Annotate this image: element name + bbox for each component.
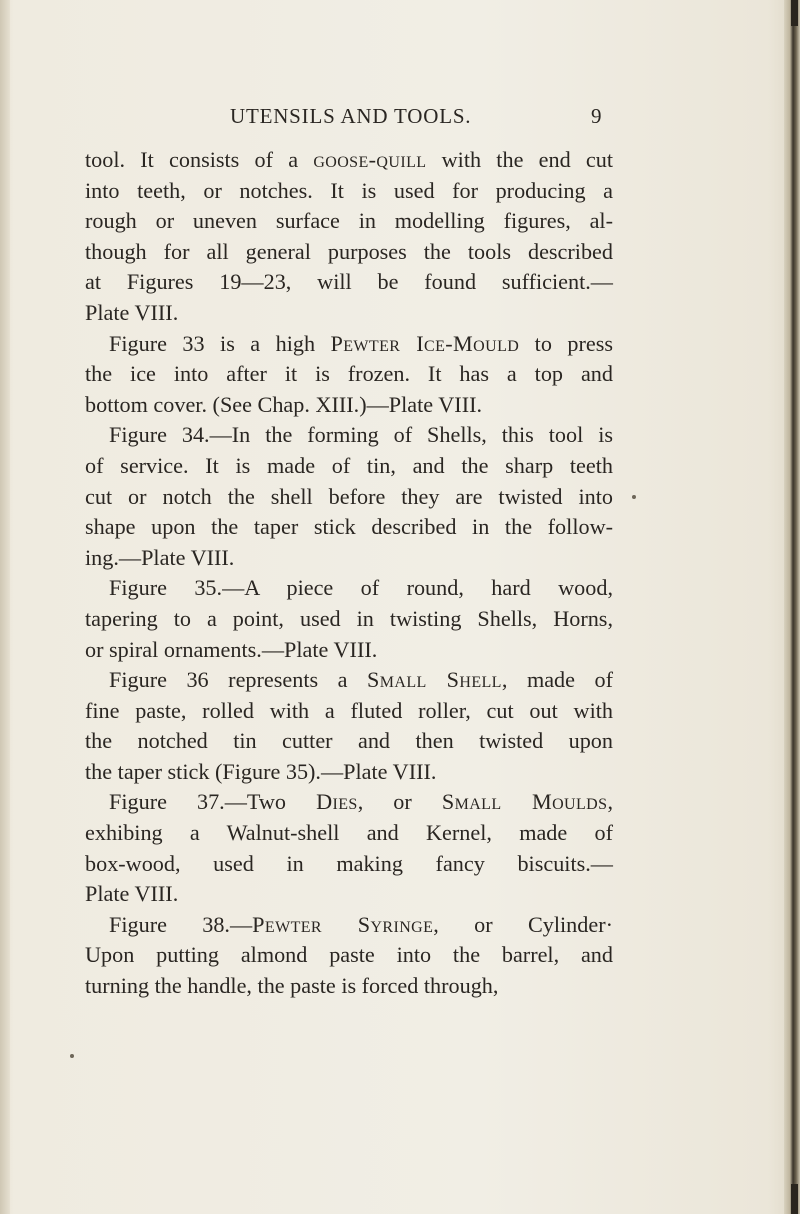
text-line	[85, 696, 613, 727]
text-run: at Figures 19—23, will be found sufficient.—	[85, 269, 613, 295]
paragraph	[85, 665, 613, 787]
text-run: Figure 37.—Two	[109, 789, 317, 815]
text-line	[85, 940, 613, 971]
text-line	[85, 359, 613, 390]
text-line	[85, 573, 613, 604]
print-blemish	[70, 1054, 74, 1058]
text-run: Plate VIII.	[85, 299, 179, 325]
paragraph	[85, 329, 613, 421]
text-run: of service. It is made of tin, and the sharp teeth	[85, 452, 613, 478]
text-run: or spiral ornaments.—Plate VIII.	[85, 636, 378, 662]
small-caps-term: Small Shell	[367, 667, 502, 693]
text-run: Figure 36 represents a	[109, 667, 368, 693]
text-line	[85, 329, 613, 360]
text-run: though for all general purposes the tools described	[85, 238, 613, 264]
page-edge-mark-top	[791, 0, 798, 26]
paragraph	[85, 145, 613, 329]
text-line	[85, 267, 613, 298]
text-run: cut or notch the shell before they are twisted into	[85, 483, 613, 509]
text-line	[85, 237, 613, 268]
text-line	[85, 512, 613, 543]
text-line	[85, 420, 613, 451]
paragraph	[85, 420, 613, 573]
text-run: , or Cylinder·	[433, 911, 613, 937]
text-run: Figure 34.—In the forming of Shells, this tool is	[109, 422, 613, 448]
text-run: ing.—Plate VIII.	[85, 544, 235, 570]
text-run: the notched tin cutter and then twisted upon	[85, 728, 613, 754]
text-run: Upon putting almond paste into the barrel, and	[85, 942, 613, 968]
text-run: turning the handle, the paste is forced through,	[85, 973, 499, 999]
text-run: the taper stick (Figure 35).—Plate VIII.	[85, 758, 437, 784]
text-line	[85, 298, 613, 329]
page-edge	[784, 0, 800, 1214]
text-run: Plate VIII.	[85, 881, 179, 907]
text-run: the ice into after it is frozen. It has a top and	[85, 361, 613, 387]
paragraph	[85, 910, 613, 1002]
text-line	[85, 635, 613, 666]
small-caps-term: Small Moulds	[441, 789, 608, 815]
text-line	[85, 818, 613, 849]
small-caps-term: Pewter Ice-Mould	[330, 330, 520, 356]
text-run: , or	[357, 789, 442, 815]
small-caps-term: Pewter Syringe	[252, 911, 434, 937]
text-run: Figure 35.—A piece of round, hard wood,	[109, 575, 613, 601]
text-run: fine paste, rolled with a fluted roller, cut out with	[85, 697, 613, 723]
paragraph	[85, 787, 613, 909]
text-line	[85, 910, 613, 941]
text-run: box-wood, used in making fancy biscuits.—	[85, 850, 613, 876]
text-run: rough or uneven surface in modelling figures, al-	[85, 208, 613, 234]
text-run: exhibing a Walnut-shell and Kernel, made of	[85, 820, 613, 846]
text-line	[85, 604, 613, 635]
page-edge-mark-bottom	[791, 1184, 798, 1214]
paragraph	[85, 573, 613, 665]
body-text	[85, 145, 613, 1002]
text-line	[85, 482, 613, 513]
page-header	[0, 104, 800, 134]
text-line	[85, 971, 613, 1002]
text-run: shape upon the taper stick described in the follow-	[85, 514, 613, 540]
text-run: Figure 38.—	[109, 911, 253, 937]
print-blemish	[632, 495, 636, 499]
page-gutter	[0, 0, 10, 1214]
text-run: bottom cover. (See Chap. XIII.)—Plate VIII.	[85, 391, 483, 417]
text-run: , made of	[501, 667, 613, 693]
text-line	[85, 879, 613, 910]
text-line	[85, 206, 613, 237]
text-line	[85, 176, 613, 207]
text-run: with the end cut	[426, 147, 613, 172]
small-caps-term: goose-quill	[313, 147, 427, 172]
page-number: 9	[591, 104, 602, 128]
text-line	[85, 665, 613, 696]
text-line	[85, 726, 613, 757]
text-run: to press	[519, 330, 613, 356]
text-run: Figure 33 is a high	[109, 330, 331, 356]
text-run: into teeth, or notches. It is used for producing a	[85, 177, 613, 203]
text-run: tapering to a point, used in twisting Shells, Horns,	[85, 605, 613, 631]
small-caps-term: Dies	[316, 789, 358, 815]
running-head: UTENSILS AND TOOLS.	[230, 104, 472, 128]
text-line	[85, 849, 613, 880]
text-line	[85, 543, 613, 574]
text-line	[85, 787, 613, 818]
text-run: tool. It consists of a	[85, 147, 314, 172]
text-line	[85, 390, 613, 421]
text-line	[85, 757, 613, 788]
text-line	[85, 145, 613, 176]
text-run: ,	[607, 789, 613, 815]
text-line	[85, 451, 613, 482]
